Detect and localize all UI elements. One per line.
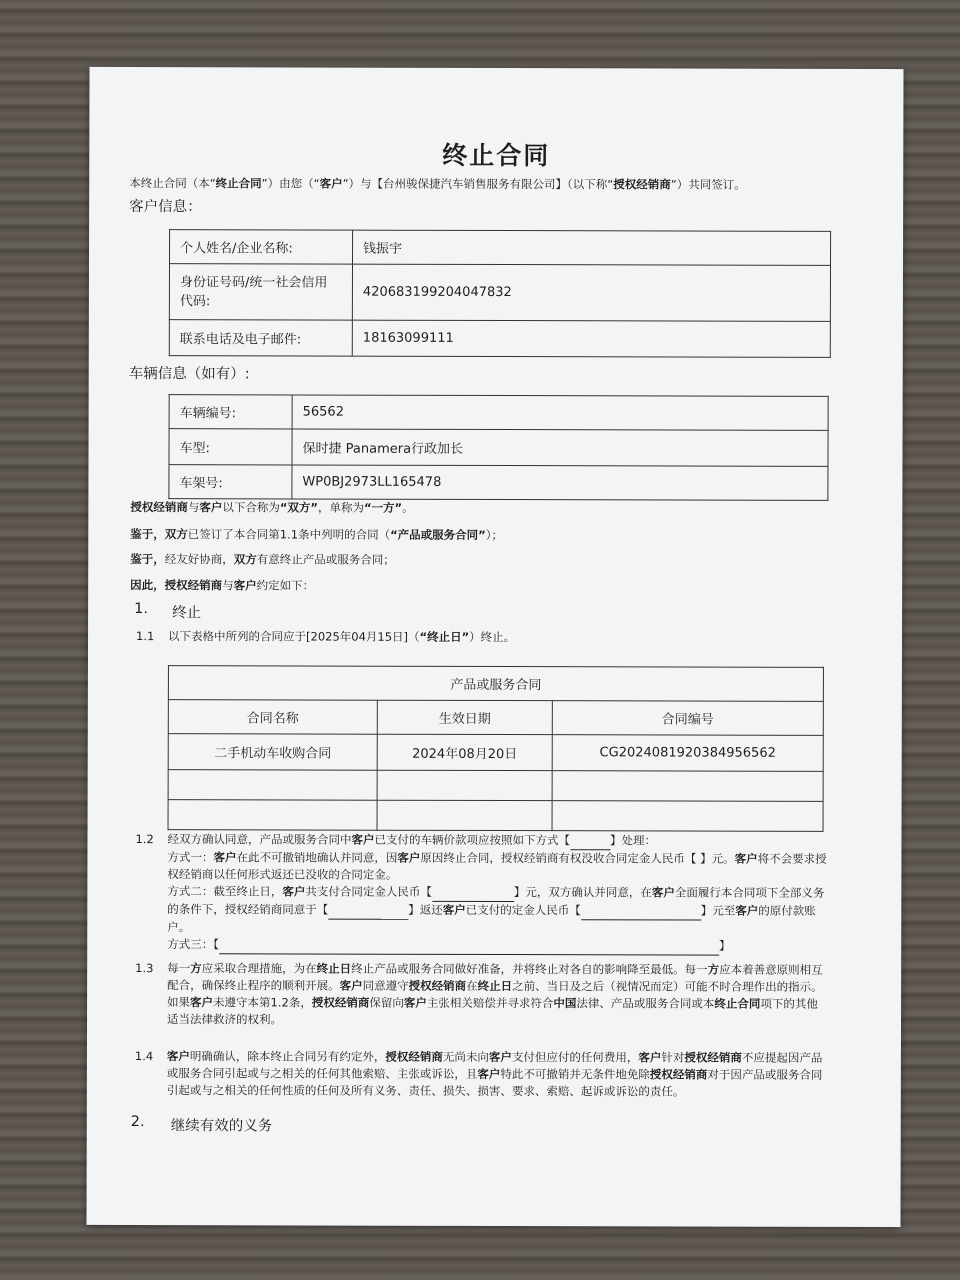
blank-underline — [581, 902, 701, 920]
text: 经双方确认同意，产品或服务合同中 — [167, 832, 352, 847]
customer-section-title: 客户信息： — [129, 199, 202, 216]
text: 有意终止产品或服务合同； — [256, 552, 395, 567]
bold-term: 客户 — [735, 903, 759, 918]
text: ）终止。 — [469, 629, 516, 645]
text: 。 — [402, 500, 414, 515]
text: 明确确认，除本终止合同另有约定外， — [189, 1049, 386, 1064]
bold-term: “一方” — [363, 500, 403, 515]
contract-paper — [86, 67, 903, 1227]
text: 特此不可撤销并无条件地免除 — [500, 1067, 650, 1082]
text: 】返还 — [408, 902, 443, 917]
clause-1-3-text — [167, 960, 867, 1030]
text: 未遵守本第1.2条， — [213, 995, 312, 1010]
customer-name-label: 个人姓名/企业名称: — [170, 230, 353, 264]
text: 以下合称为 — [222, 500, 280, 515]
table-row — [168, 770, 823, 802]
bold-term: 终止日 — [477, 978, 513, 994]
bold-term: 授权经销商 — [385, 1049, 443, 1064]
text: 】 — [718, 938, 731, 953]
bold-term: 客户 — [638, 1050, 662, 1065]
table-row — [169, 320, 830, 358]
vehicle-section-title: 车辆信息（如有）: — [128, 366, 250, 383]
contract-table-caption: 产品或服务合同 — [168, 666, 823, 702]
vin-label: 车架号: — [169, 465, 292, 499]
bold-term: 客户 — [199, 500, 223, 515]
text: 】元至 — [700, 903, 736, 918]
document-title: 终止合同 — [442, 140, 551, 171]
bold-term: 鉴于， — [130, 552, 165, 567]
vehicle-number-value: 56562 — [292, 395, 828, 430]
text: 原因终止合同，授权经销商有权没收合同定金人民币【 】元。 — [420, 850, 735, 866]
intro-bold: 终止合同 — [215, 176, 262, 191]
customer-info-table — [169, 229, 831, 358]
clause-line: 引起或与之相关的任何性质的任何及所有义务、责任、损失、损害、要求、索赔、起诉或诉讼的责任。 — [166, 1083, 685, 1099]
contract-number-cell: CG2024081920384956562 — [552, 735, 823, 772]
vehicle-model-label: 车型: — [169, 429, 292, 465]
vin-value: WP0BJ2973LL165478 — [292, 465, 828, 500]
intro-text: ”）由您（“ — [261, 176, 320, 191]
table-row — [168, 734, 823, 772]
bold-term: 授权经销商 — [649, 1067, 708, 1082]
text: 每一 — [167, 961, 191, 976]
intro-text: ”）与【台州骏保捷汽车销售服务有限公司】（以下称“ — [342, 176, 614, 192]
id-label-line2: 代码: — [179, 293, 211, 309]
vehicle-model-value: 保时捷 Panamera行政加长 — [292, 429, 828, 466]
table-row — [168, 666, 823, 702]
bold-term: 方 — [707, 962, 720, 977]
bold-term: 客户 — [734, 851, 758, 866]
bold-term: 双方 — [233, 552, 257, 567]
text: ，单称为 — [317, 500, 365, 515]
bold-term: 客户 — [233, 578, 257, 593]
text: 如果 — [167, 995, 191, 1010]
bold-term: 终止日 — [316, 961, 352, 976]
text: 将不会要求授 — [757, 851, 827, 866]
section-1-title: 终止 — [172, 605, 202, 622]
empty-cell — [377, 770, 552, 800]
contact-value: 18163099111 — [352, 320, 830, 357]
text: 方式一： — [167, 850, 214, 865]
bold-term: 客户 — [190, 995, 214, 1010]
whereas-paragraph-2 — [130, 551, 395, 569]
text: 同意遵守 — [362, 978, 409, 993]
clause-line — [167, 936, 867, 956]
bold-term: 客户 — [213, 850, 237, 865]
text: 与 — [187, 500, 200, 515]
whereas-paragraph-1 — [130, 526, 503, 544]
bold-term: 客户 — [477, 1066, 501, 1082]
parties-paragraph — [130, 499, 413, 517]
section-1-number: 1. — [134, 601, 148, 618]
empty-cell — [552, 801, 823, 832]
text: 保留向 — [369, 995, 404, 1010]
table-row — [169, 465, 828, 501]
bold-term: 双方 — [164, 527, 188, 542]
text: 已支付的定金人民币【 — [465, 902, 581, 918]
text: 约定如下： — [256, 578, 315, 593]
bold-term: 客户 — [282, 884, 306, 899]
bold-term: 鉴于， — [130, 527, 165, 542]
text: 对于因产品或服务合同 — [707, 1067, 823, 1082]
bold-term: 客户 — [403, 995, 427, 1010]
table-row — [169, 264, 830, 322]
contact-label: 联系电话及电子邮件: — [169, 320, 352, 356]
empty-cell — [552, 771, 823, 802]
text: 】处理： — [609, 833, 657, 848]
bold-term: 客户 — [339, 978, 363, 993]
text: 在 — [466, 978, 478, 993]
blank-underline — [219, 936, 719, 955]
table-row — [168, 800, 823, 832]
table-row — [169, 395, 828, 431]
clause-line: 权经销商以任何形式返还已没收的合同定金。 — [167, 867, 398, 882]
text: ）； — [485, 527, 503, 543]
clause-1-3-number: 1.3 — [135, 961, 154, 976]
intro-text: 本终止合同（本“ — [129, 176, 216, 191]
text: 已签订了本合同第1.1条中列明的合同（ — [187, 527, 391, 542]
table-row — [169, 429, 828, 467]
bold-term: 客户 — [651, 885, 675, 900]
id-label-line1: 身份证号码/统一社会信用 — [179, 274, 328, 291]
table-row — [168, 700, 823, 736]
clause-line — [167, 901, 867, 921]
contract-list-table — [168, 665, 824, 832]
text: 不应提起因产品 — [741, 1050, 823, 1065]
bold-term: 客户 — [397, 850, 421, 865]
section-2-title: 继续有效的义务 — [170, 1118, 273, 1135]
vehicle-number-label: 车辆编号: — [169, 395, 292, 429]
text: 之前、当日及之后（视情况而定）可能不时合理作出的指示。 — [512, 979, 823, 994]
text: 经友好协商， — [164, 552, 234, 567]
column-header: 合同编号 — [552, 701, 823, 736]
bold-term: 终止合同 — [714, 996, 761, 1011]
text: 或服务合同引起或与之相关的任何其他索赔、主张或诉讼，且 — [166, 1066, 478, 1081]
id-number-value: 420683199204047832 — [352, 264, 830, 321]
text: 已支付的车辆价款项应按照如下方式【 — [374, 832, 571, 848]
blank-underline — [432, 884, 514, 902]
table-row — [170, 230, 831, 266]
clause-line — [167, 994, 867, 1013]
column-header: 合同名称 — [168, 700, 377, 735]
id-number-label — [169, 264, 352, 320]
text: 方式二：截至终止日， — [167, 884, 283, 899]
text: 在此不可撤销地确认并同意，因 — [236, 850, 398, 865]
intro-bold: 客户 — [319, 176, 343, 191]
clause-1-1-text — [168, 628, 515, 646]
text: 项下的其他 — [760, 996, 818, 1011]
customer-name-value: 钱振宇 — [353, 230, 831, 265]
bold-term: 客户 — [442, 902, 466, 917]
bold-term: 客户 — [166, 1049, 190, 1064]
therefore-paragraph — [130, 577, 314, 594]
bold-term: 授权经销商 — [684, 1050, 742, 1065]
clause-line — [167, 1065, 867, 1084]
clause-1-2-text — [167, 831, 867, 956]
bold-term: 中国 — [553, 996, 577, 1011]
clause-1-4-number: 1.4 — [134, 1049, 154, 1064]
text: 共支付合同定金人民币【 — [305, 884, 432, 899]
bold-term: 授权经销商 — [311, 995, 370, 1010]
bold-term: 客户 — [351, 832, 375, 847]
bold-term: “双方” — [279, 500, 319, 515]
clause-line — [167, 1048, 867, 1067]
bold-term: 方 — [190, 961, 202, 976]
bold-term: 授权经销商 — [130, 500, 188, 515]
clause-line: 户。 — [167, 920, 191, 935]
bold-term: 客户 — [488, 1049, 512, 1065]
clause-line — [167, 831, 867, 851]
clause-line: 适当法律救济的权利。 — [167, 1012, 283, 1027]
bold-term: 因此，授权经销商 — [130, 578, 223, 593]
text: 无尚未向 — [442, 1049, 489, 1064]
clause-line — [167, 883, 867, 903]
text: 支付但应付的任何费用， — [511, 1050, 639, 1065]
bold-term: “产品或服务合同” — [390, 527, 486, 542]
text: 全面履行本合同项下全部义务 — [674, 885, 825, 900]
text: 以下表格中所列的合同应于[2025年04月15日]（ — [168, 629, 420, 644]
bold-term: “终止日” — [419, 629, 470, 644]
effective-date-cell: 2024年08月20日 — [377, 734, 552, 770]
bold-term: 授权经销商 — [408, 978, 467, 993]
text: 法律、产品或服务合同或本 — [576, 996, 715, 1011]
empty-cell — [377, 800, 552, 830]
empty-cell — [168, 770, 377, 801]
text: 针对 — [661, 1050, 685, 1065]
column-header: 生效日期 — [377, 700, 552, 734]
text: 终止产品或服务合同做好准备，并将终止对各自的影响降至最低。每一 — [351, 961, 708, 977]
text: 的条件下，授权经销商同意于【 — [167, 902, 329, 917]
clause-1-2-number: 1.2 — [135, 832, 154, 847]
blank-underline — [328, 902, 408, 920]
text: 】元，双方确认并同意，在 — [513, 885, 652, 900]
clause-line — [167, 849, 867, 868]
empty-cell — [168, 800, 377, 831]
text: 与 — [222, 578, 234, 593]
intro-bold: 授权经销商 — [613, 177, 671, 192]
clause-1-1-number: 1.1 — [136, 629, 155, 644]
text: 主张相关赔偿并寻求符合 — [426, 995, 554, 1011]
text: 应本着善意原则相互 — [719, 962, 823, 977]
clause-1-4-text — [167, 1048, 867, 1101]
section-2-number: 2. — [130, 1114, 145, 1131]
intro-text: ”）共同签订。 — [670, 177, 746, 192]
text: 方式三：【 — [167, 937, 219, 952]
intro-paragraph — [129, 175, 889, 194]
clause-line — [167, 960, 867, 979]
vehicle-info-table — [168, 394, 828, 501]
blank-underline — [570, 832, 610, 850]
text: 配合，确保终止程序的顺利开展。 — [167, 978, 340, 993]
contract-name-cell: 二手机动车收购合同 — [168, 734, 377, 771]
clause-line — [167, 977, 867, 996]
text: 的原付款账 — [758, 903, 816, 918]
text: 应采取合理措施，为在 — [201, 961, 317, 976]
